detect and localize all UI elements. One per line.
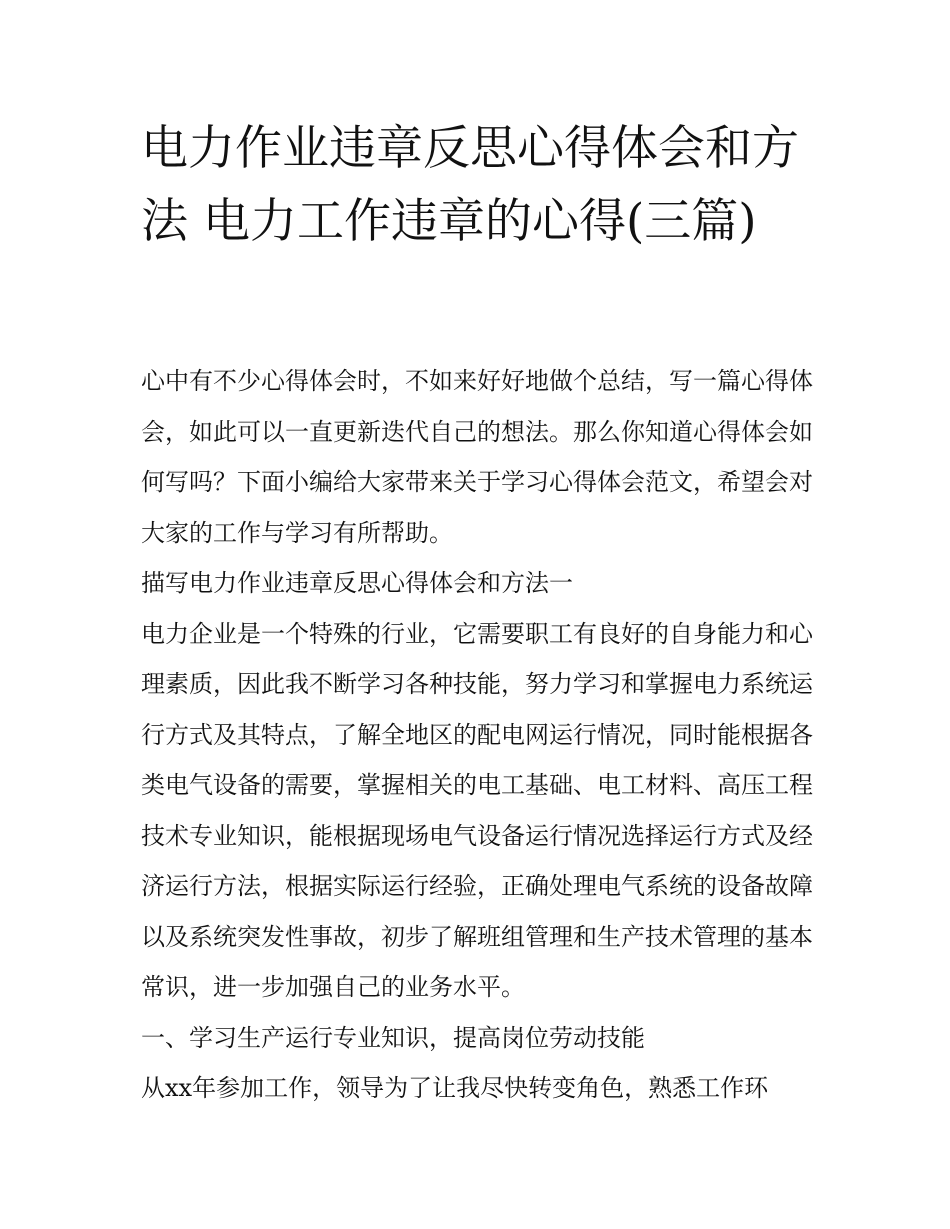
body-paragraph: 电力企业是一个特殊的行业，它需要职工有良好的自身能力和心理素质，因此我不断学习各种技能，努力学习和掌握电力系统运行方式及其特点，了解全地区的配电网运行情况，同时能根据各类电气设备的需要，掌握相关的电工基础、电工材料、高压工程技术专业知识，能根据现场电气设备运行情况选择运行方式及经济运行方法，根据实际运行经验，正确处理电气系统的设备故障以及系统突发性事故，初步了解班组管理和生产技术管理的基本常识，进一步加强自己的业务水平。 xyxy=(141,619,813,1001)
subsection-heading: 一、学习生产运行专业知识，提高岗位劳动技能 xyxy=(141,1023,645,1052)
body-paragraph: 从xx年参加工作，领导为了让我尽快转变角色，熟悉工作环 xyxy=(141,1074,769,1102)
intro-paragraph: 心中有不少心得体会时，不如来好好地做个总结，写一篇心得体会，如此可以一直更新迭代自己的想法。那么你知道心得体会如何写吗？下面小编给大家带来关于学习心得体会范文，希望会对大家的工作与学习有所帮助。 xyxy=(141,367,813,547)
document-title: 电力作业违章反思心得体会和方法 电力工作违章的心得(三篇) xyxy=(141,121,799,249)
section-heading: 描写电力作业违章反思心得体会和方法一 xyxy=(141,569,573,597)
document-body xyxy=(141,356,821,1114)
